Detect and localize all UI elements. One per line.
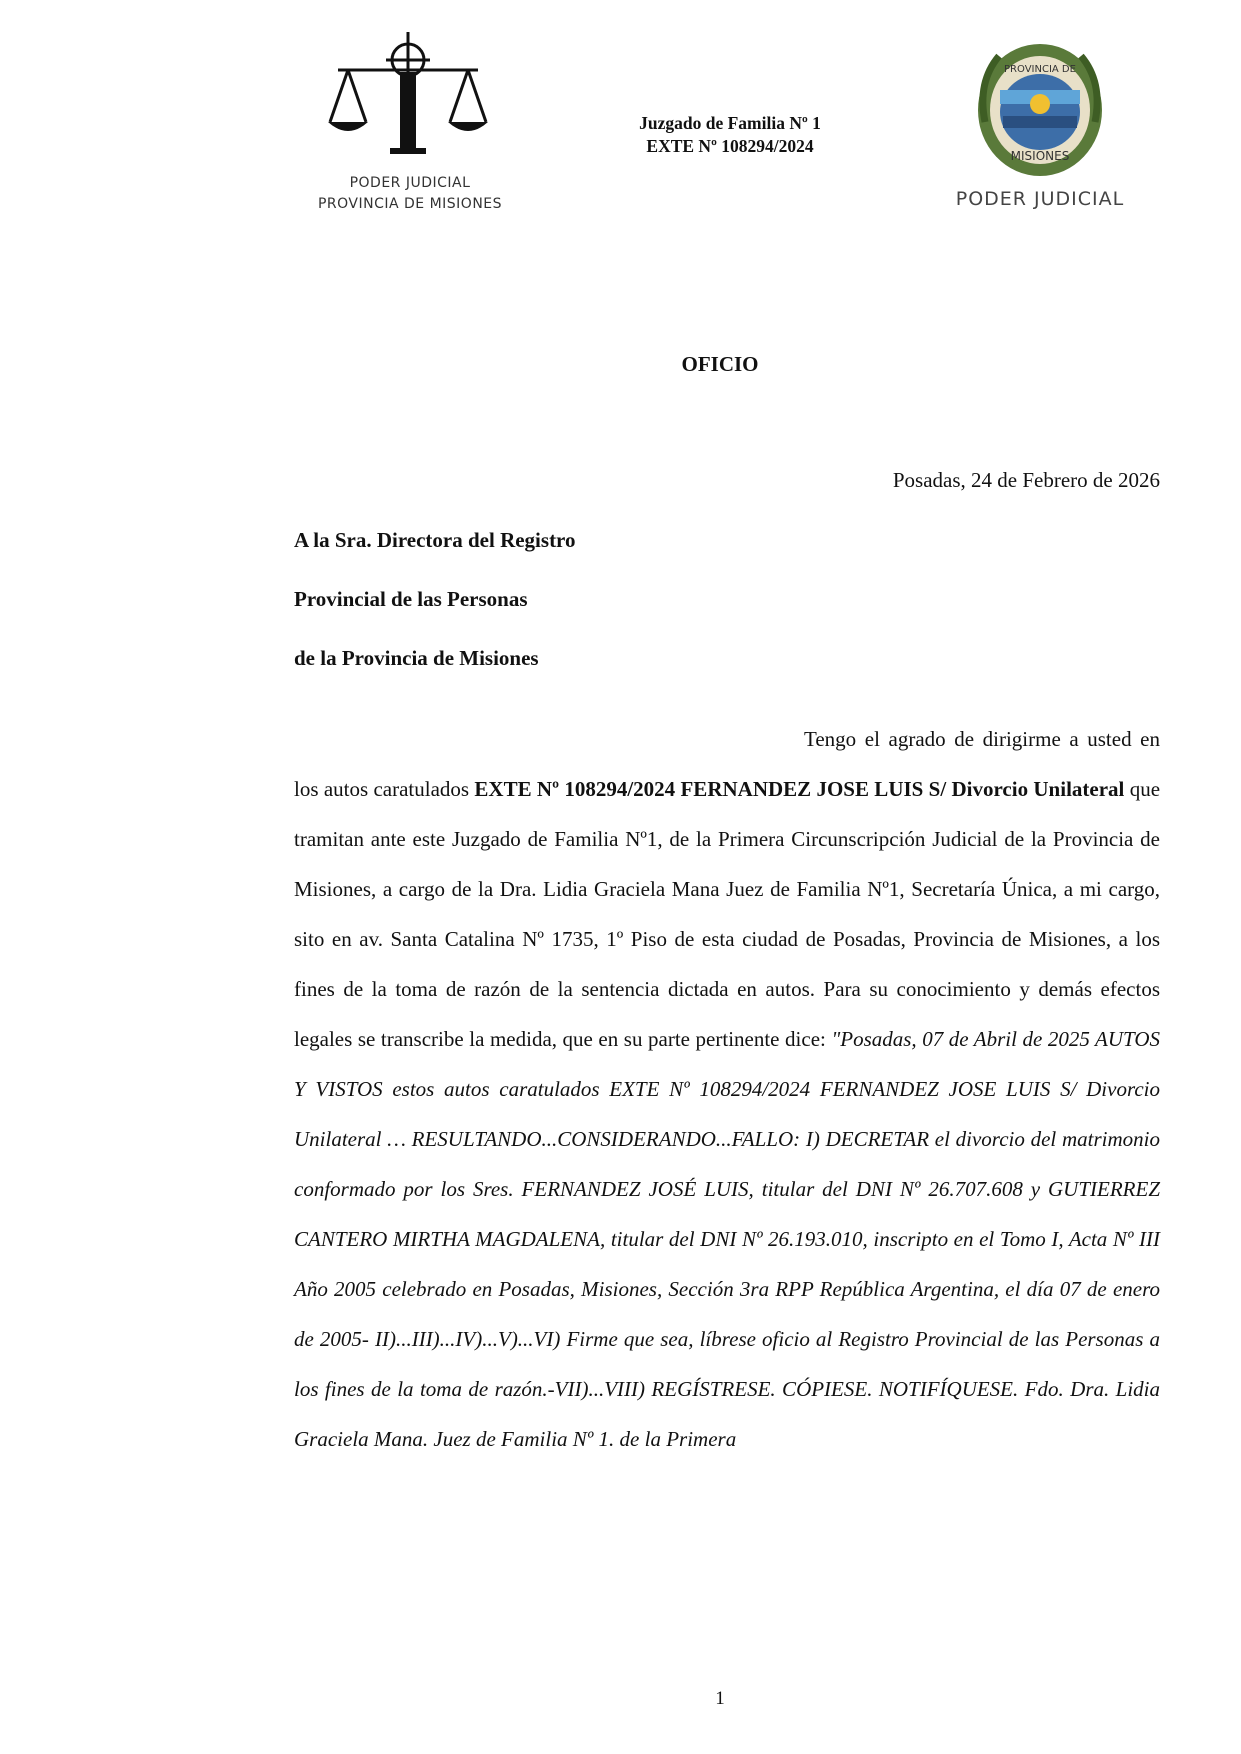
document-title: OFICIO: [681, 352, 759, 376]
left-logo-caption-1: PODER JUDICIAL: [349, 175, 471, 191]
court-name: Juzgado de Familia Nº 1: [639, 113, 821, 133]
right-logo-caption: PODER JUDICIAL: [955, 188, 1125, 210]
body-intro: Tengo el agrado de dirigirme a usted en los autos caratulados: [294, 727, 1160, 801]
case-number: EXTE Nº 108294/2024: [646, 136, 814, 156]
addressee-line-1: A la Sra. Directora del Registro: [294, 528, 576, 552]
seal-bottom-text: MISIONES: [1010, 149, 1070, 163]
page-number: 1: [715, 1688, 725, 1709]
poder-judicial-logo-left: [300, 30, 520, 220]
sentence-quote: "Posadas, 07 de Abril de 2025 AUTOS Y VISTOS estos autos caratulados EXTE Nº 108294/2024 FERNANDEZ JOSE LUIS S/ Divorcio Unilateral … RESULTANDO...CONSIDERANDO...FALLO: I) DECRETAR el divorcio del matrimonio conformado por los Sres. FERNANDEZ JOSÉ LUIS, titular del DNI Nº 26.707.608 y GUTIERREZ CANTERO MIRTHA MAGDALENA, titular del DNI Nº 26.193.010, inscripto en el Tomo I, Acta Nº III Año 2005 celebrado en Posadas, Misiones, Sección 3ra RPP República Argentina, el día 07 de enero de 2005- II)...III)...IV)...V)...VI) Firme que sea, líbrese oficio al Registro Provincial de las Personas a los fines de la toma de razón.-VII)...VIII) REGÍSTRESE. CÓPIESE. NOTIFÍQUESE. Fdo. Dra. Lidia Graciela Mana. Juez de Familia Nº 1. de la Primera: [294, 1027, 1160, 1451]
poder-judicial-logo-right: [945, 42, 1135, 222]
body-text: que tramitan ante este Juzgado de Familia Nº1, de la Primera Circunscripción Judicial de la Provincia de Misiones, a cargo de la Dra. Lidia Graciela Mana Juez de Familia Nº1, Secretaría Única, a mi cargo, sito en av. Santa Catalina Nº 1735, 1º Piso de esta ciudad de Posadas, Provincia de Misiones, a los fines de la toma de razón de la sentencia dictada en autos. Para su conocimiento y demás efectos legales se transcribe la medida, que en su parte pertinente dice:: [294, 777, 1161, 1051]
case-caption: EXTE Nº 108294/2024 FERNANDEZ JOSE LUIS S/ Divorcio Unilateral: [474, 777, 1125, 801]
seal-top-text: PROVINCIA DE: [1004, 64, 1076, 75]
document-date: Posadas, 24 de Febrero de 2026: [892, 468, 1160, 492]
court-header: [560, 112, 900, 158]
left-logo-caption-2: PROVINCIA DE MISIONES: [317, 196, 503, 212]
addressee-line-2: Provincial de las Personas: [294, 587, 528, 611]
addressee-line-3: de la Provincia de Misiones: [294, 646, 539, 670]
misiones-seal-icon: [973, 42, 1107, 182]
scales-of-justice-icon: [328, 30, 488, 170]
letter-body: [294, 714, 1160, 1464]
